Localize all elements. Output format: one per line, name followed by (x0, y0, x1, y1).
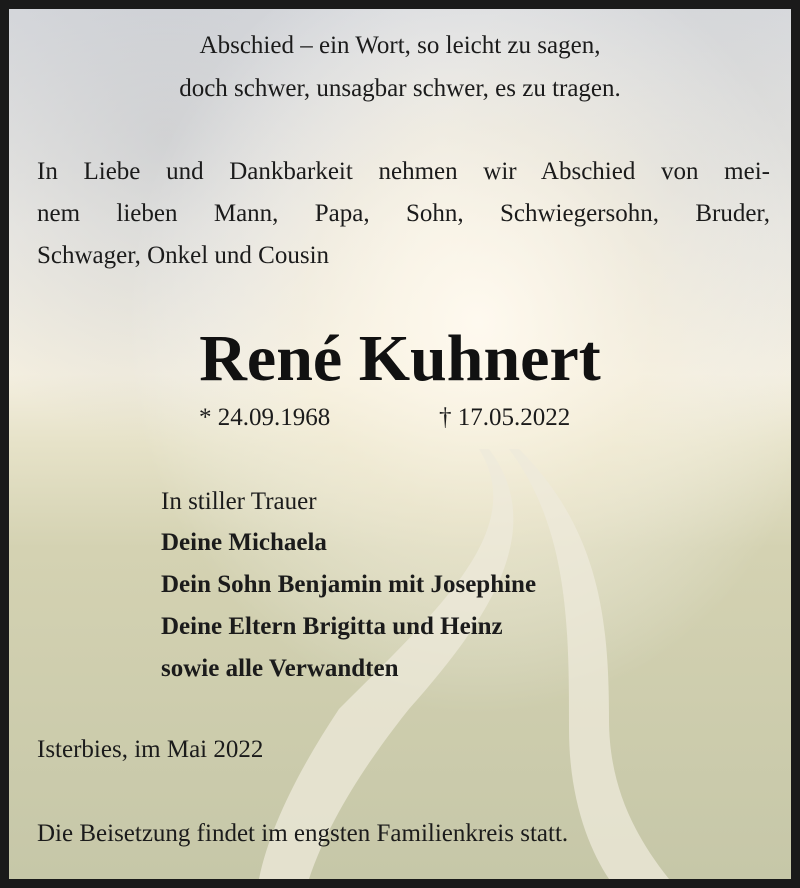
birth-date: * 24.09.1968 (199, 404, 331, 431)
mourner-name: Dein Sohn Benjamin mit Josephine (161, 571, 537, 598)
intro-line-2: nem lieben Mann, Papa, Sohn, Schwiegersohn, Bruder, (37, 200, 770, 227)
poem-line-2: doch schwer, unsagbar schwer, es zu tragen. (179, 75, 621, 102)
place-and-date: Isterbies, im Mai 2022 (37, 736, 264, 763)
mourner-name: Deine Eltern Brigitta und Heinz (161, 613, 503, 640)
mourner-name: Deine Michaela (161, 529, 327, 556)
intro-line-1: In Liebe und Dankbarkeit nehmen wir Abschied von mei- (37, 158, 770, 185)
deceased-name: René Kuhnert (199, 322, 601, 395)
intro-line-3: Schwager, Onkel und Cousin (37, 242, 330, 269)
poem-line-1: Abschied – ein Wort, so leicht zu sagen, (199, 32, 601, 59)
mourners-heading: In stiller Trauer (161, 488, 317, 515)
death-date: † 17.05.2022 (439, 404, 571, 431)
mourner-name: sowie alle Verwandten (161, 655, 399, 682)
funeral-note: Die Beisetzung findet im engsten Familienkreis statt. (37, 820, 569, 847)
